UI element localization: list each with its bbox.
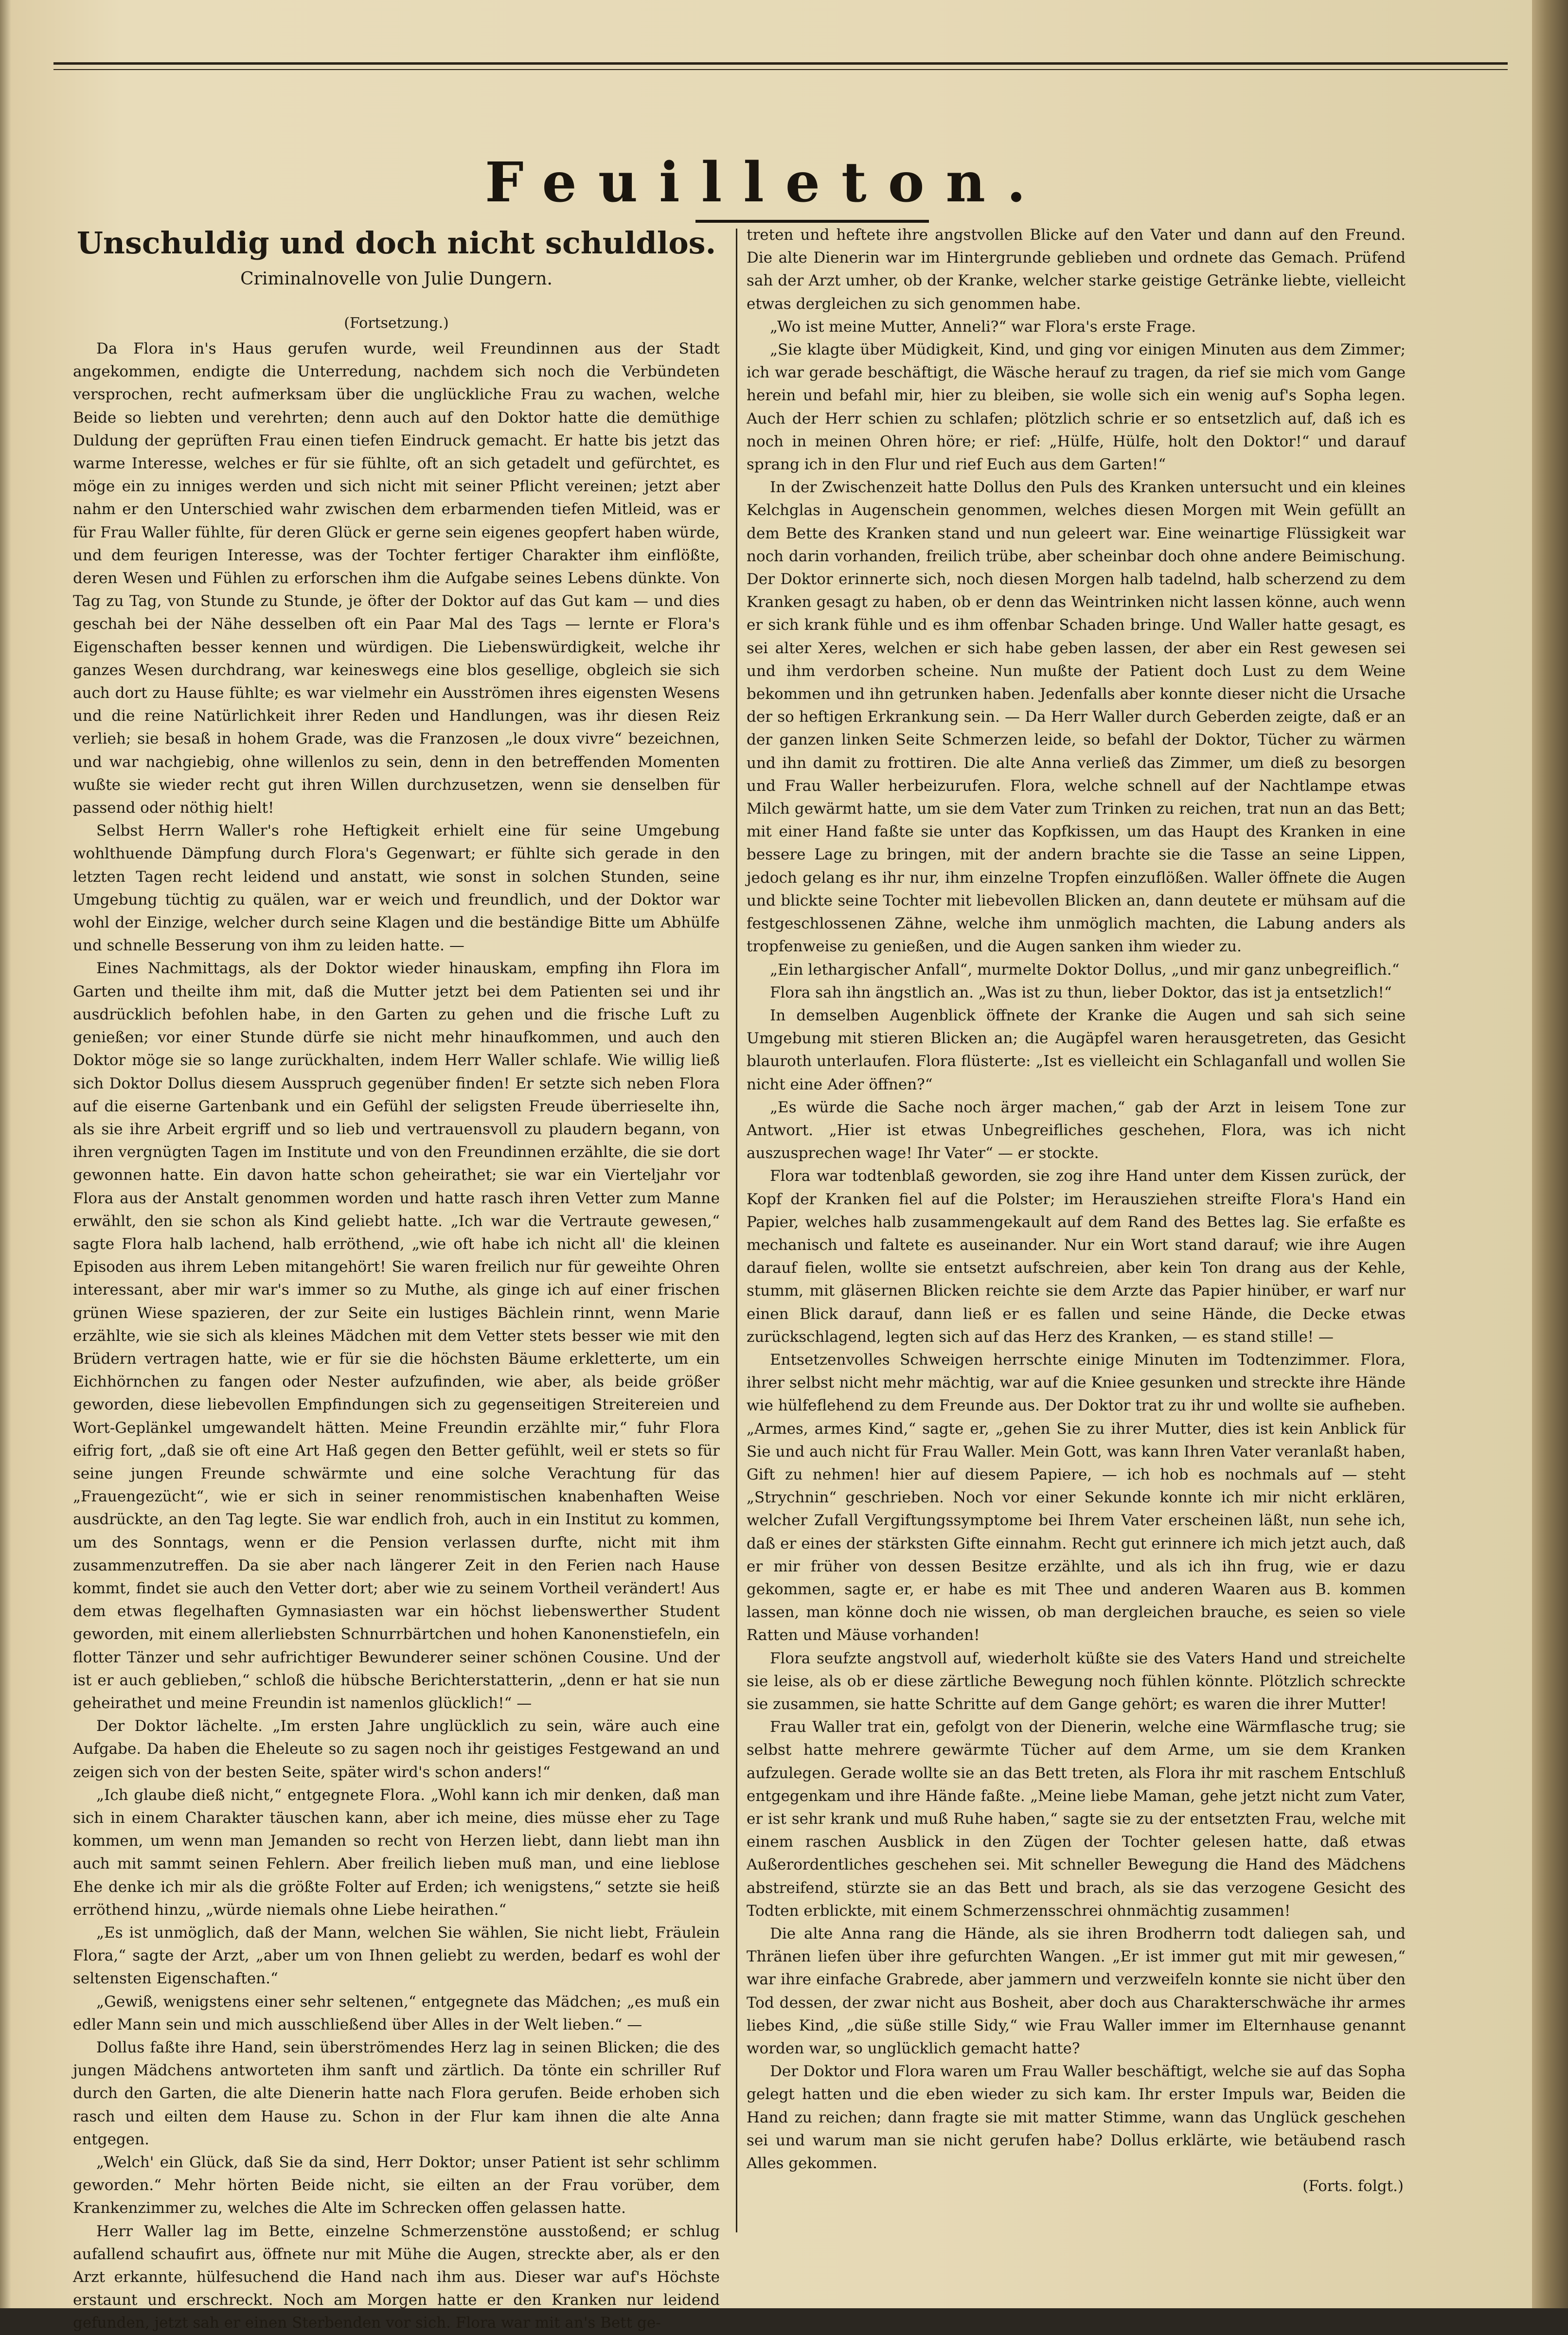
paragraph: „Ich glaube dieß nicht,“ entgegnete Flora. „Wohl kann ich mir denken, daß man sich in einem Charakter täuschen kann, aber ich meine, dies müsse eher zu Tage kommen, um wenn man Jemanden so recht von Herzen liebt, dann liebt man ihn auch mit sammt seinen Fehlern. Aber freilich lieben muß man, und eine lieblose Ehe denke ich mir als die größte Folter auf Erden; ich wenigstens,“ setzte sie heiß erröthend hinzu, „würde niemals ohne Liebe heirathen.“ bbox=[73, 1786, 720, 1919]
section-title-underline bbox=[695, 220, 929, 223]
paragraph: „Es ist unmöglich, daß der Mann, welchen Sie wählen, Sie nicht liebt, Fräulein Flora,“ sagte der Arzt, „aber um von Ihnen geliebt zu werden, bedarf es wohl der seltensten Eigenschaften.“ bbox=[73, 1924, 720, 1988]
paragraph: Selbst Herrn Waller's rohe Heftigkeit erhielt eine für seine Umgebung wohlthuende Dämpfung durch Flora's Gegenwart; er fühlte sich gerade in den letzten Tagen recht leidend und anstatt, wie sonst in solchen Stunden, seine Umgebung tüchtig zu quälen, war er weich und freundlich, und der Doktor war wohl der Einzige, welcher durch seine Klagen und die beständige Bitte um Abhülfe und schnelle Besserung von ihm zu leiden hatte. — bbox=[73, 822, 720, 955]
top-rule-thin bbox=[53, 69, 1508, 70]
paragraph: Dollus faßte ihre Hand, sein überströmendes Herz lag in seinen Blicken; die des jungen Mädchens antworteten ihm sanft und zärtlich. Da tönte ein schriller Ruf durch den Garten, die alte Dienerin hatte nach Flora gerufen. Beide erhoben sich rasch und eilten dem Hause zu. Schon in der Flur kam ihnen die alte Anna entgegen. bbox=[73, 2039, 720, 2148]
paragraph: Der Doktor lächelte. „Im ersten Jahre unglücklich zu sein, wäre auch eine Aufgabe. Da haben die Eheleute so zu sagen noch ihr geistiges Festgewand an und zeigen sich von der besten Seite, später wird's schon anders!“ bbox=[73, 1717, 720, 1781]
column-divider bbox=[736, 229, 737, 2232]
paragraph: Herr Waller lag im Bette, einzelne Schmerzenstöne ausstoßend; er schlug aufallend schaufirt aus, öffnete nur mit Mühe die Augen, streckte aber, als er den Arzt erkannte, hülfesuchend die Hand nach ihm aus. Dieser war auf's Höchste erstaunt und erschreckt. Noch am Morgen hatte er den Kranken nur leidend gefunden, jetzt sah er einen Sterbenden vor sich. Flora war mit an's Bett ge- bbox=[73, 2222, 720, 2332]
right-column bbox=[747, 224, 1406, 2237]
left-column bbox=[73, 224, 720, 2332]
paragraph: Flora sah ihn ängstlich an. „Was ist zu thun, lieber Doktor, das ist ja entsetzlich!“ bbox=[770, 983, 1392, 1001]
top-rule bbox=[53, 62, 1508, 65]
paragraph: Eines Nachmittags, als der Doktor wieder hinauskam, empfing ihn Flora im Garten und theilte ihm mit, daß die Mutter jetzt bei dem Patienten sei und ihr ausdrücklich befohlen habe, in den Garten zu gehen und die frische Luft zu genießen; vor einer Stunde dürfe sie nicht mehr hinaufkommen, und auch den Doktor möge sie so lange zurückhalten, indem Herr Waller schlafe. Wie willig ließ sich Doktor Dollus diesem Ausspruch gegenüber finden! Er setzte sich neben Flora auf die eiserne Gartenbank und ein Gefühl der seligsten Freude überrieselte ihn, als sie ihre Arbeit ergriff und so lieb und vertrauensvoll zu plaudern begann, von ihren vergnügten Tagen im Institute und von den Freundinnen erzählte, die sie dort gewonnen hatte. Ein davon hatte schon geheirathet; sie war ein Vierteljahr vor Flora aus der Anstalt genommen worden und hatte rasch ihren Vetter zum Manne erwählt, den sie schon als Kind geliebt hatte. „Ich war die Vertraute gewesen,“ sagte Flora halb lachend, halb erröthend, „wie oft habe ich nicht all' die kleinen Episoden aus ihrem Leben mitangehört! Sie waren freilich nur für geweihte Ohren interessant, aber mir war's immer so zu Muthe, als ginge ich auf einer frischen grünen Wiese spazieren, der zur Seite ein lustiges Bächlein rinnt, wenn Marie erzählte, wie sie sich als kleines Mädchen mit dem Vetter stets besser wie mit den Brüdern vertragen hatte, wie er für sie die höchsten Bäume erkletterte, um ein Eichhörnchen zu fangen oder Nester aufzufinden, wie aber, als beide größer geworden, diese liebevollen Empfindungen sich zu gegenseitigen Streitereien und Wort-Geplänkel umgewandelt hätten. Meine Freundin erzählte mir,“ fuhr Flora eifrig fort, „daß sie oft eine Art Haß gegen den Better gefühlt, weil er stets so für seine jungen Freunde schwärmte und eine solche Verachtung für das „Frauengezücht“, wie er sich in seiner renommistischen knabenhaften Weise ausdrückte, an den Tag legte. Sie war endlich froh, auch in ein Institut zu kommen, um des Sonntags, wenn er die Pension verlassen durfte, nicht mit ihm zusammenzutreffen. Da sie aber nach längerer Zeit in den Ferien nach Hause kommt, findet sie auch den Vetter dort; aber wie zu seinem Vortheil verändert! Aus dem etwas flegelhaften Gymnasiasten war ein höchst liebenswerther Student geworden, mit einem allerliebsten Schnurrbärtchen und hohen Kanonenstiefeln, ein flotter Tänzer und sehr aufrichtiger Bewunderer seiner schönen Cousine. Und der ist er auch geblieben,“ schloß die hübsche Berichterstatterin, „denn er hat sie nun geheirathet und meine Freundin ist namenlos glücklich!“ — bbox=[73, 960, 720, 1712]
paragraph: Entsetzenvolles Schweigen herrschte einige Minuten im Todtenzimmer. Flora, ihrer selbst nicht mehr mächtig, war auf die Kniee gesunken und streckte ihre Hände wie hülfeflehend zu dem Freunde aus. Der Doktor trat zu ihr und wollte sie aufheben. „Armes, armes Kind,“ sagte er, „gehen Sie zu ihrer Mutter, dies ist kein Anblick für Sie und auch nicht für Frau Waller. Mein Gott, was kann Ihren Vater veranlaßt haben, Gift zu nehmen! hier auf diesem Papiere, — ich hob es nochmals auf — steht „Strychnin“ geschrieben. Noch vor einer Sekunde konnte ich mir nicht erklären, welcher Zufall Vergiftungssymptome bei Ihrem Vater erscheinen läßt, nun sehe ich, daß er eines der stärksten Gifte einnahm. Recht gut erinnere ich mich jetzt auch, daß er mir früher von dessen Besitze erzählte, und als ich ihn frug, wie er dazu gekommen, sagte er, er habe es mit Thee und anderen Waaren aus B. kommen lassen, man könne doch nie wissen, ob man dergleichen brauche, es seien so viele Ratten und Mäuse vorhanden! bbox=[747, 1351, 1406, 1644]
page-edge-shadow bbox=[0, 0, 11, 2308]
paragraph: treten und heftete ihre angstvollen Blicke auf den Vater und dann auf den Freund. Die alte Dienerin war im Hintergrunde geblieben und ordnete das Gemach. Prüfend sah der Arzt umher, ob der Kranke, welcher starke geistige Getränke liebte, vielleicht etwas dergleichen zu sich genommen habe. bbox=[747, 226, 1406, 313]
story-title: Unschuldig und doch nicht schuldlos. bbox=[76, 225, 716, 261]
section-title: Feuilleton. bbox=[485, 151, 1047, 214]
paragraph: Die alte Anna rang die Hände, als sie ihren Brodherrn todt daliegen sah, und Thränen liefen über ihre gefurchten Wangen. „Er ist immer gut mit mir gewesen,“ war ihre einfache Grabrede, aber jammern und verzweifeln konnte sie nicht über den Tod dessen, der zwar nicht aus Bosheit, aber doch aus Charakterschwäche ihr armes liebes Kind, „die süße stille Sidy,“ wie Frau Waller immer im Elternhause genannt worden war, so unglücklich gemacht hatte? bbox=[747, 1925, 1406, 2058]
paragraph: Da Flora in's Haus gerufen wurde, weil Freundinnen aus der Stadt angekommen, endigte die Unterredung, nachdem sich noch die Verbündeten versprochen, recht aufmerksam über die unglückliche Frau zu wachen, welche Beide so liebten und verehrten; denn auch auf den Doktor hatte die demüthige Duldung der geprüften Frau einen tiefen Eindruck gemacht. Er hatte bis jetzt das warme Interesse, welches er für sie fühlte, oft an sich getadelt und gefürchtet, es möge ein zu inniges werden und sich nicht mit seiner Pflicht vereinen; jetzt aber nahm er den Unterschied wahr zwischen dem erbarmenden tiefen Mitleid, was er für Frau Waller fühlte, für deren Glück er gerne sein eigenes geopfert haben würde, und dem feurigen Interesse, was der Tochter fertiger Charakter ihm einflößte, deren Wesen und Fühlen zu erforschen ihm die Aufgabe seines Lebens dünkte. Von Tag zu Tag, von Stunde zu Stunde, je öfter der Doktor auf das Gut kam — und dies geschah bei der Nähe desselben oft ein Paar Mal des Tags — lernte er Flora's Eigenschaften besser kennen und würdigen. Die Liebenswürdigkeit, welche ihr ganzes Wesen durchdrang, war keineswegs eine blos gesellige, obgleich sie sich auch dort zu Hause fühlte; es war vielmehr ein Ausströmen ihres eigensten Wesens und die reine Natürlichkeit ihrer Reden und Handlungen, was ihr diesen Reiz verlieh; sie besaß in hohem Grade, was die Franzosen „le doux vivre“ bezeichnen, und war nachgiebig, ohne willenlos zu sein, denn in den betreffenden Momenten wußte sie wieder recht gut ihren Willen durchzusetzen, wenn sie denselben für passend oder nöthig hielt! bbox=[73, 340, 720, 817]
story-subtitle: Criminalnovelle von Julie Dungern. bbox=[240, 269, 552, 289]
paragraph: „Es würde die Sache noch ärger machen,“ gab der Arzt in leisem Tone zur Antwort. „Hier ist etwas Unbegreifliches geschehen, Flora, was ich nicht auszusprechen wage! Ihr Vater“ — er stockte. bbox=[747, 1098, 1406, 1162]
paragraph: In demselben Augenblick öffnete der Kranke die Augen und sah sich seine Umgebung mit stieren Blicken an; die Augäpfel waren herausgetreten, das Gesicht blauroth unterlaufen. Flora flüsterte: „Ist es vielleicht ein Schlaganfall und wollen Sie nicht eine Ader öffnen?“ bbox=[747, 1006, 1406, 1093]
continued-signoff: (Forts. folgt.) bbox=[1302, 2177, 1404, 2195]
paragraph: „Sie klagte über Müdigkeit, Kind, und ging vor einigen Minuten aus dem Zimmer; ich war gerade beschäftigt, die Wäsche herauf zu tragen, da rief sie mich vom Gange herein und befahl mir, hier zu bleiben, sie wolle sich ein wenig auf's Sopha legen. Auch der Herr schien zu schlafen; plötzlich schrie er so entsetzlich auf, daß ich es noch in meinen Ohren höre; er rief: „Hülfe, Hülfe, holt den Doktor!“ und darauf sprang ich in den Flur und rief Euch aus dem Garten!“ bbox=[747, 341, 1406, 474]
paragraph: In der Zwischenzeit hatte Dollus den Puls des Kranken untersucht und ein kleines Kelchglas in Augenschein genommen, welches diesen Morgen mit Wein gefüllt an dem Bette des Kranken stand und nun geleert war. Eine weinartige Flüssigkeit war noch darin vorhanden, freilich trübe, aber scheinbar doch ohne andere Beimischung. Der Doktor erinnerte sich, noch diesen Morgen halb tadelnd, halb scherzend zu dem Kranken gesagt zu haben, ob er denn das Weintrinken nicht lassen könne, auch wenn er sich krank fühle und es ihm offenbar Schaden bringe. Und Waller hatte gesagt, es sei alter Xeres, welchen er sich habe geben lassen, der aber ein Rest gewesen sei und ihm verdorben scheine. Nun mußte der Patient doch Lust zu dem Weine bekommen und ihn getrunken haben. Jedenfalls aber konnte dieser nicht die Ursache der so heftigen Erkrankung sein. — Da Herr Waller durch Geberden zeigte, daß er an der ganzen linken Seite Schmerzen leide, so befahl der Doktor, Tücher zu wärmen und ihn damit zu frottiren. Die alte Anna verließ das Zimmer, um dieß zu besorgen und Frau Waller herbeizurufen. Flora, welche schnell auf der Nachtlampe etwas Milch gewärmt hatte, um sie dem Vater zum Trinken zu reichen, trat nun an das Bett; mit einer Hand faßte sie unter das Kopfkissen, um das Haupt des Kranken in eine bessere Lage zu bringen, mit der andern brachte sie die Tasse an seine Lippen, jedoch gelang es ihr nur, ihm einzelne Tropfen einzuflößen. Waller öffnete die Augen und blickte seine Tochter mit liebevollen Blicken an, dann deutete er mühsam auf die festgeschlossenen Zähne, welche ihm unmöglich machten, die Labung anders als tropfenweise zu genießen, und die Augen sanken ihm wieder zu. bbox=[747, 479, 1406, 956]
paragraph: Flora seufzte angstvoll auf, wiederholt küßte sie des Vaters Hand und streichelte sie leise, als ob er diese zärtliche Bewegung noch fühlen könnte. Plötzlich schreckte sie zusammen, sie hatte Schritte auf dem Gange gehört; es waren die ihrer Mutter! bbox=[747, 1649, 1406, 1713]
book-binding-edge bbox=[1532, 0, 1568, 2308]
paragraph: „Ein lethargischer Anfall“, murmelte Doktor Dollus, „und mir ganz unbegreiflich.“ bbox=[770, 961, 1400, 979]
paragraph: „Wo ist meine Mutter, Anneli?“ war Flora's erste Frage. bbox=[770, 318, 1196, 336]
paragraph: Flora war todtenblaß geworden, sie zog ihre Hand unter dem Kissen zurück, der Kopf der Kranken fiel auf die Polster; im Herausziehen streifte Flora's Hand ein Papier, welches halb zusammengekault auf dem Rand des Bettes lag. Sie erfaßte es mechanisch und faltete es auseinander. Nur ein Wort stand darauf; wie ihre Augen darauf fielen, wollte sie entsetzt aufschreien, aber kein Ton drang aus der Kehle, stumm, mit gläsernen Blicken reichte sie dem Arzte das Papier hinüber, er warf nur einen Blick darauf, dann ließ er es fallen und seine Hände, die Decke etwas zurückschlagend, legten sich auf das Herz des Kranken, — es stand stille! — bbox=[747, 1167, 1406, 1346]
paragraph: Der Doktor und Flora waren um Frau Waller beschäftigt, welche sie auf das Sopha gelegt hatten und die eben wieder zu sich kam. Ihr erster Impuls war, Beiden die Hand zu reichen; dann fragte sie mit matter Stimme, wann das Unglück geschehen sei und warum man sie nicht gerufen habe? Dollus erklärte, wie betäubend rasch Alles gekommen. bbox=[747, 2063, 1406, 2173]
continued-note: (Fortsetzung.) bbox=[344, 315, 449, 332]
paragraph: „Welch' ein Glück, daß Sie da sind, Herr Doktor; unser Patient ist sehr schlimm geworden.“ Mehr hörten Beide nicht, sie eilten an der Frau vorüber, dem Krankenzimmer zu, welches die Alte im Schrecken offen gelassen hatte. bbox=[73, 2154, 720, 2217]
paragraph: Frau Waller trat ein, gefolgt von der Dienerin, welche eine Wärmflasche trug; sie selbst hatte mehrere gewärmte Tücher auf dem Arme, um sie dem Kranken aufzulegen. Gerade wollte sie an das Bett treten, als Flora ihr mit raschem Entschluß entgegenkam und ihre Hände faßte. „Meine liebe Maman, gehe jetzt nicht zum Vater, er ist sehr krank und muß Ruhe haben,“ sagte sie zu der entsetzten Frau, welche mit einem raschen Ausblick in den Zügen der Tochter gelesen hatte, daß etwas Außerordentliches geschehen sei. Mit schneller Bewegung die Hand des Mädchens abstreifend, stürzte sie an das Bett und brach, als sie das verzogene Gesicht des Todten erblickte, mit einem Schmerzensschrei ohnmächtig zusammen! bbox=[747, 1718, 1406, 1920]
paragraph: „Gewiß, wenigstens einer sehr seltenen,“ entgegnete das Mädchen; „es muß ein edler Mann sein und mich ausschließend über Alles in der Welt lieben.“ — bbox=[73, 1993, 720, 2033]
